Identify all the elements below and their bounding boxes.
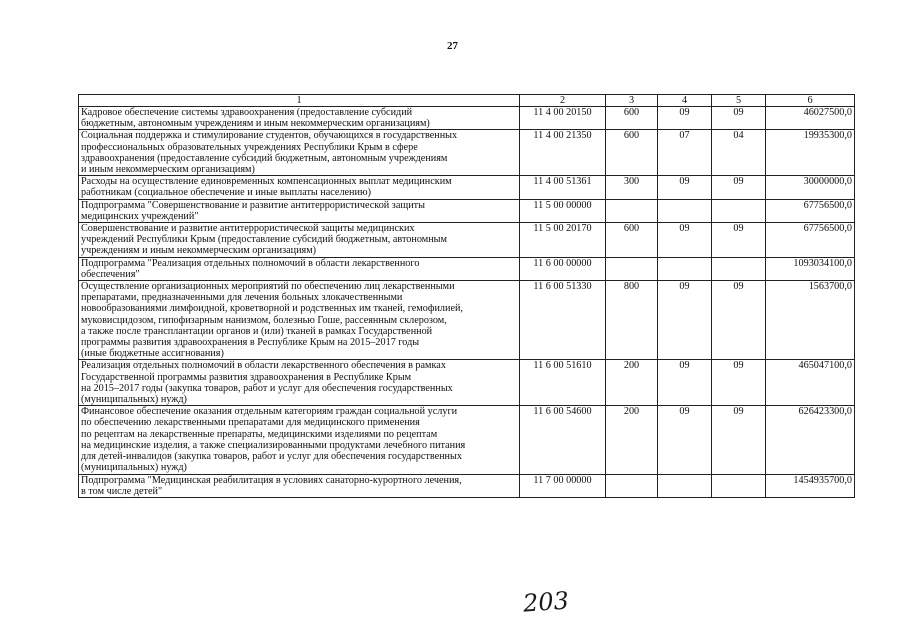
- row-amount: 1563700,0: [766, 281, 855, 360]
- row-expense-type: [606, 474, 658, 497]
- column-header-5: 5: [712, 95, 766, 107]
- row-expense-type: 600: [606, 130, 658, 176]
- row-amount: 67756500,0: [766, 199, 855, 222]
- row-amount: 1093034100,0: [766, 257, 855, 280]
- row-expense-type: [606, 199, 658, 222]
- row-subsection: 09: [712, 360, 766, 406]
- row-subsection: 04: [712, 130, 766, 176]
- row-target-code: 11 6 00 51330: [520, 281, 606, 360]
- row-expense-type: 300: [606, 176, 658, 199]
- row-section: 07: [658, 130, 712, 176]
- row-expense-type: 200: [606, 360, 658, 406]
- column-header-1: 1: [79, 95, 520, 107]
- row-expense-type: 600: [606, 107, 658, 130]
- table-body: [79, 107, 855, 498]
- row-name: Подпрограмма "Реализация отдельных полномочий в области лекарственного обеспечения": [79, 257, 520, 280]
- row-amount: 1454935700,0: [766, 474, 855, 497]
- row-name: Социальная поддержка и стимулирование студентов, обучающихся в государственных профессиональных образовательных учреждениях Республики Крым в сфере здравоохранения (предоставление субсидий бюджетным, автономным учреждениям и иным некоммерческим организациям): [79, 130, 520, 176]
- row-name: Реализация отдельных полномочий в области лекарственного обеспечения в рамках Государственной программы развития здравоохранения в Республике Крым на 2015–2017 годы (закупка товаров, работ и услуг для обеспечения государственных (муниципальных) нужд): [79, 360, 520, 406]
- row-section: 09: [658, 281, 712, 360]
- row-target-code: 11 5 00 00000: [520, 199, 606, 222]
- row-section: 09: [658, 223, 712, 258]
- row-target-code: 11 4 00 51361: [520, 176, 606, 199]
- row-section: 09: [658, 360, 712, 406]
- row-section: [658, 257, 712, 280]
- row-subsection: 09: [712, 223, 766, 258]
- table-row: [79, 130, 855, 176]
- row-name: Подпрограмма "Медицинская реабилитация в условиях санаторно-курортного лечения, в том числе детей": [79, 474, 520, 497]
- table-row: [79, 223, 855, 258]
- row-target-code: 11 4 00 21350: [520, 130, 606, 176]
- table-row: [79, 199, 855, 222]
- row-name: Кадровое обеспечение системы здравоохранения (предоставление субсидий бюджетным, автономным учреждениям и иным некоммерческим организациям): [79, 107, 520, 130]
- row-subsection: 09: [712, 406, 766, 474]
- row-subsection: 09: [712, 107, 766, 130]
- row-subsection: 09: [712, 281, 766, 360]
- row-target-code: 11 4 00 20150: [520, 107, 606, 130]
- row-name: Финансовое обеспечение оказания отдельным категориям граждан социальной услуги по обеспечению лекарственными препаратами для медицинского применения по рецептам на лекарственные препараты, медицинскими изделиями по рецептам на медицинские изделия, а также специализированными продуктами лечебного питания для детей-инвалидов (закупка товаров, работ и услуг для обеспечения государственных (муниципальных) нужд): [79, 406, 520, 474]
- row-target-code: 11 6 00 00000: [520, 257, 606, 280]
- row-amount: 46027500,0: [766, 107, 855, 130]
- row-name: Расходы на осуществление единовременных компенсационных выплат медицинским работникам (социальное обеспечение и иные выплаты населению): [79, 176, 520, 199]
- row-section: [658, 474, 712, 497]
- row-amount: 67756500,0: [766, 223, 855, 258]
- row-expense-type: 800: [606, 281, 658, 360]
- row-expense-type: [606, 257, 658, 280]
- row-target-code: 11 5 00 20170: [520, 223, 606, 258]
- row-target-code: 11 7 00 00000: [520, 474, 606, 497]
- row-name: Подпрограмма "Совершенствование и развитие антитеррористической защиты медицинских учреждений": [79, 199, 520, 222]
- table-row: [79, 176, 855, 199]
- row-subsection: [712, 199, 766, 222]
- table-row: [79, 281, 855, 360]
- row-name: Совершенствование и развитие антитеррористической защиты медицинских учреждений Республики Крым (предоставление субсидий бюджетным, автономным учреждениям и иным некоммерческим организациям): [79, 223, 520, 258]
- row-section: [658, 199, 712, 222]
- column-header-4: 4: [658, 95, 712, 107]
- table-header-row: [79, 95, 855, 107]
- row-subsection: 09: [712, 176, 766, 199]
- row-subsection: [712, 257, 766, 280]
- table-row: [79, 406, 855, 474]
- table-row: [79, 107, 855, 130]
- column-header-3: 3: [606, 95, 658, 107]
- table-row: [79, 360, 855, 406]
- row-expense-type: 600: [606, 223, 658, 258]
- row-expense-type: 200: [606, 406, 658, 474]
- row-amount: 30000000,0: [766, 176, 855, 199]
- row-section: 09: [658, 107, 712, 130]
- row-section: 09: [658, 176, 712, 199]
- row-amount: 626423300,0: [766, 406, 855, 474]
- row-subsection: [712, 474, 766, 497]
- row-section: 09: [658, 406, 712, 474]
- column-header-2: 2: [520, 95, 606, 107]
- page-number: 27: [447, 40, 458, 52]
- row-amount: 19935300,0: [766, 130, 855, 176]
- row-name: Осуществление организационных мероприятий по обеспечению лиц лекарственными препаратами, предназначенными для лечения больных злокачественными новообразованиями лимфоидной, кроветворной и родственных им тканей, гемофилией, муковисцидозом, гипофизарным нанизмом, болезнью Гоше, рассеянным склерозом, а также после трансплантации органов и (или) тканей в рамках Государственной программы развития здравоохранения в Республике Крым на 2015–2017 годы (иные бюджетные ассигнования): [79, 281, 520, 360]
- row-target-code: 11 6 00 54600: [520, 406, 606, 474]
- row-amount: 465047100,0: [766, 360, 855, 406]
- table-row: [79, 257, 855, 280]
- row-target-code: 11 6 00 51610: [520, 360, 606, 406]
- column-header-6: 6: [766, 95, 855, 107]
- budget-table: [78, 94, 855, 498]
- handwritten-page-number: 203: [522, 586, 570, 618]
- table-row: [79, 474, 855, 497]
